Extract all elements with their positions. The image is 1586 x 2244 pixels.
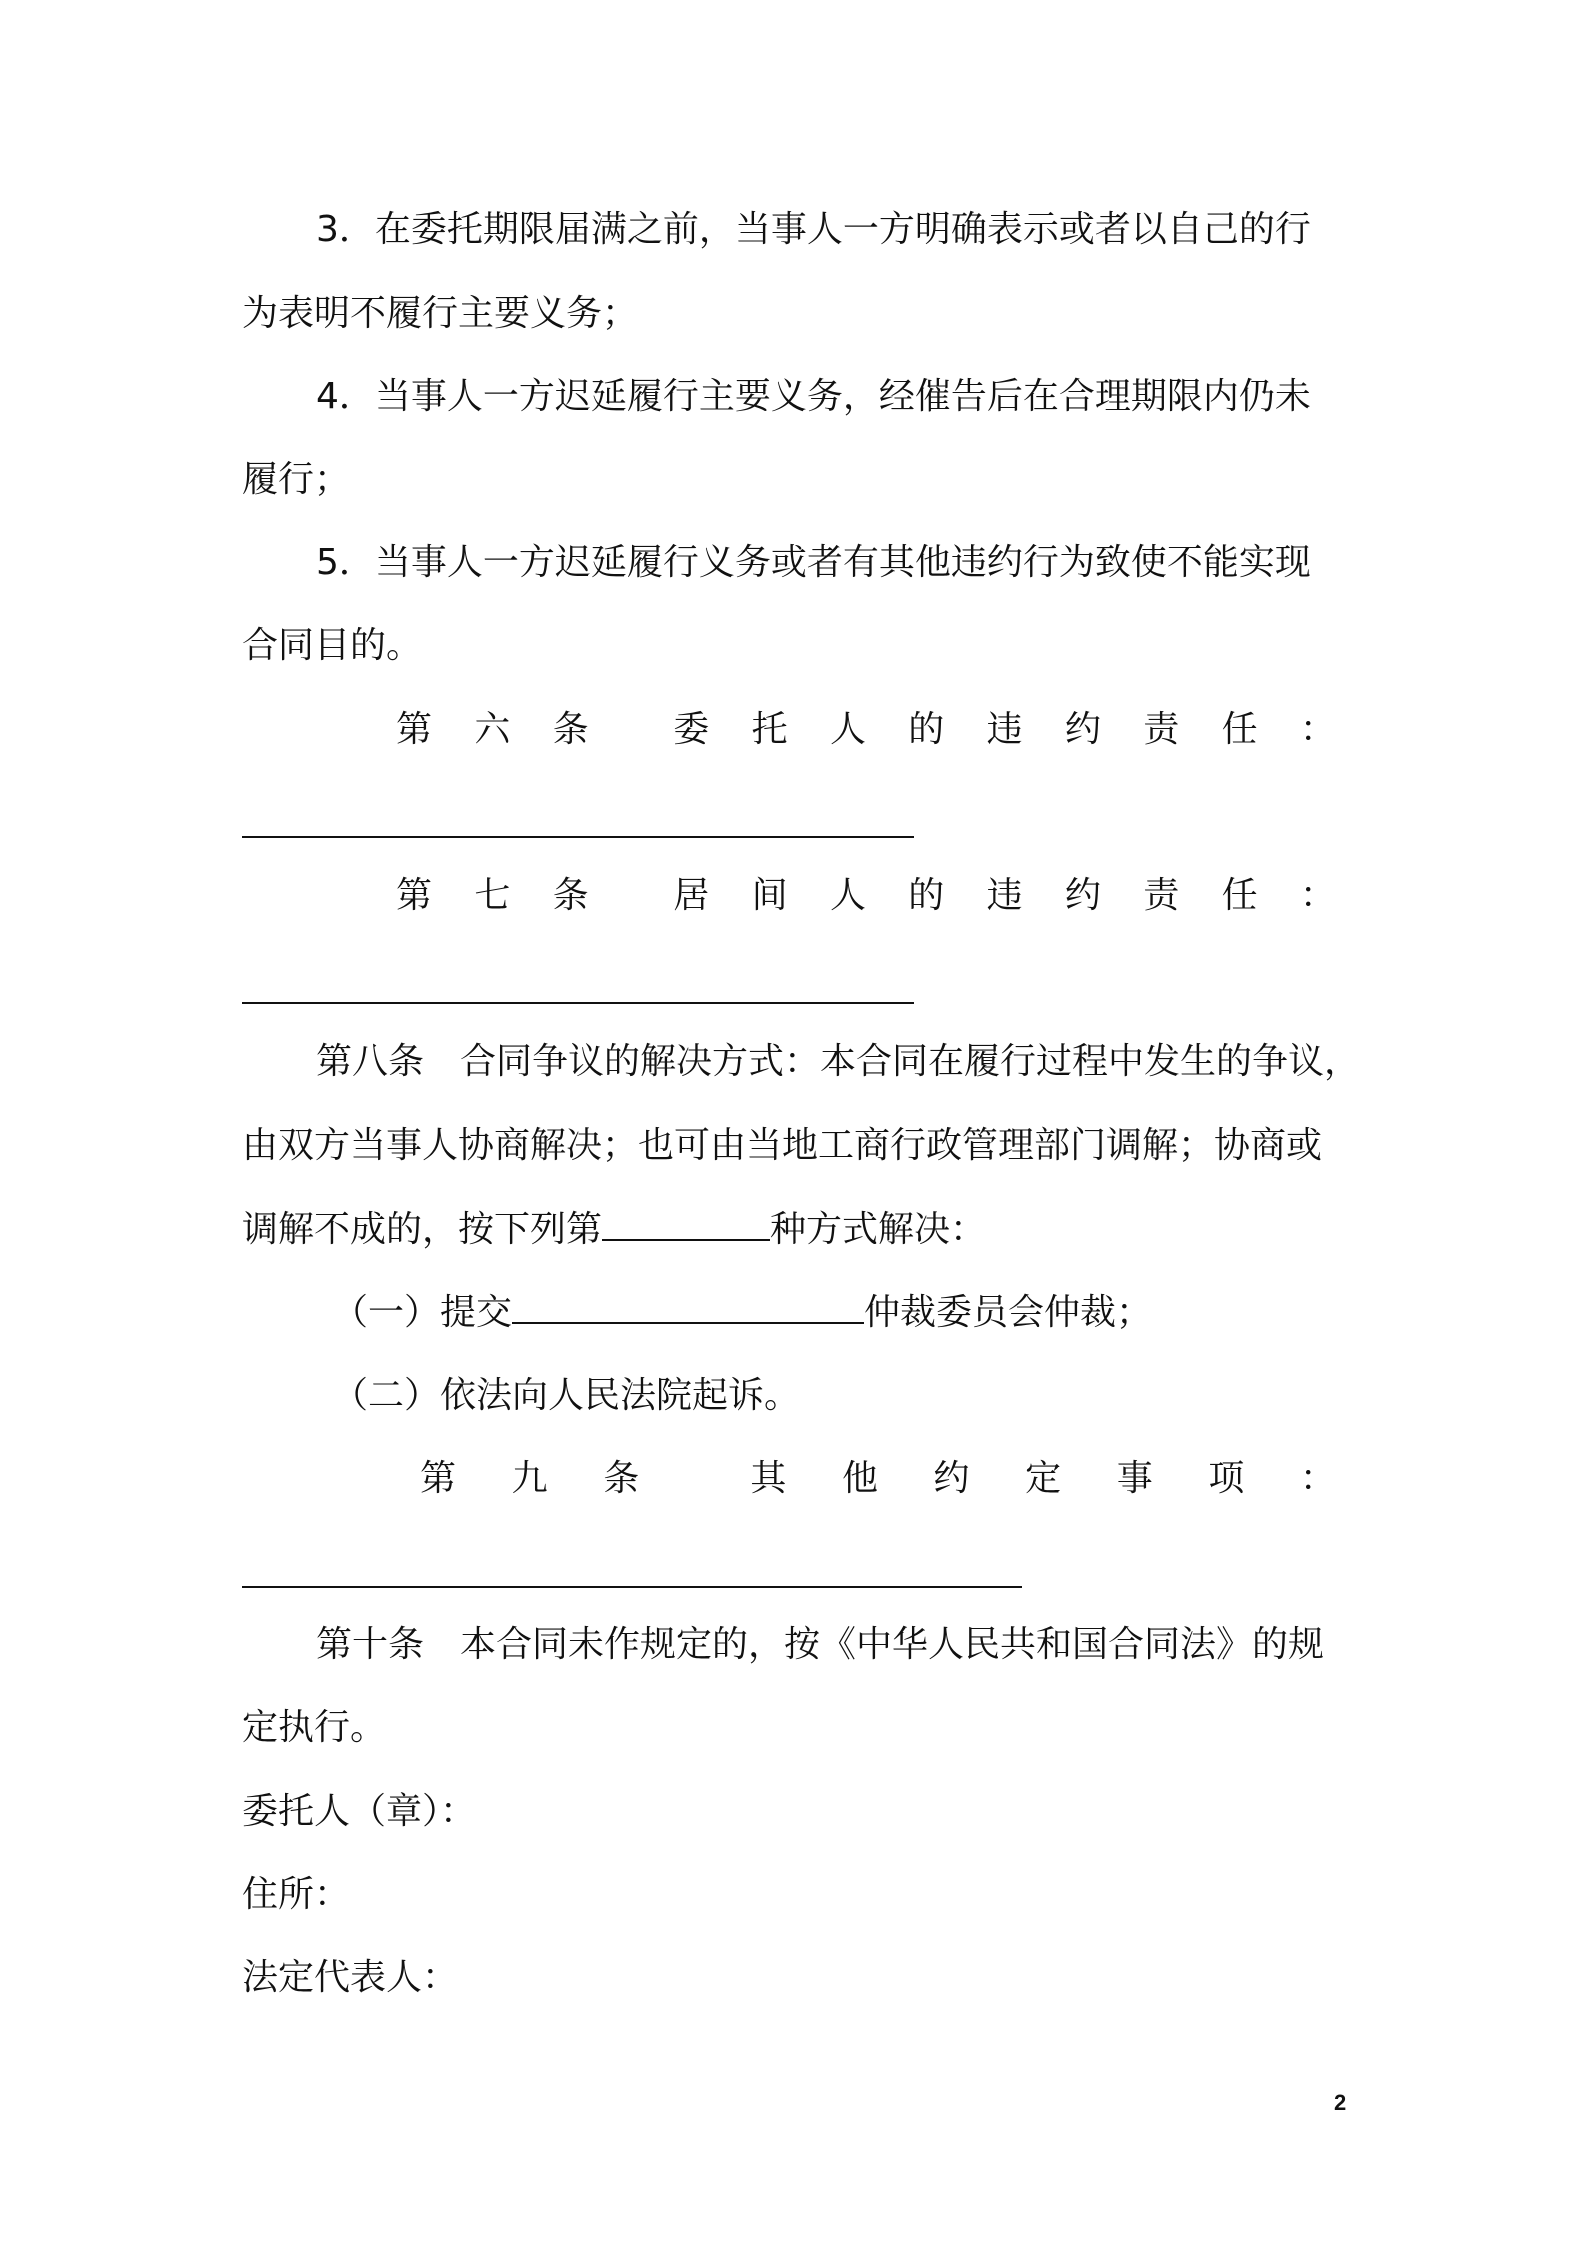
article8-line2: 由双方当事人协商解决；也可由当地工商行政管理部门调解；协商或	[242, 1125, 1323, 1166]
legal-representative-label: 法定代表人：	[242, 1957, 459, 1998]
item3-line2: 为表明不履行主要义务；	[242, 293, 639, 334]
article8-option2: （二）依法向人民法院起诉。	[332, 1375, 801, 1416]
article6-char: 责	[1143, 709, 1180, 750]
article9-char: 定	[1025, 1458, 1062, 1499]
article7-heading	[396, 874, 1336, 918]
article8-line1: 第八条 合同争议的解决方式：本合同在履行过程中发生的争议，	[316, 1041, 1361, 1082]
article7-char: 间	[751, 875, 788, 916]
article9-char: 九	[511, 1458, 548, 1499]
article9-char: 其	[750, 1458, 787, 1499]
page-number: 2	[1334, 2090, 1347, 2115]
article7-char: 约	[1064, 875, 1101, 916]
article7-char: ：	[1299, 875, 1336, 916]
article8-line3	[242, 1207, 986, 1252]
item3-line1: 3．在委托期限届满之前，当事人一方明确表示或者以自己的行	[316, 209, 1311, 250]
article10-line2: 定执行。	[242, 1707, 387, 1748]
article9-char: 第	[420, 1458, 457, 1499]
article9-char: ：	[1299, 1458, 1336, 1499]
article6-char: 约	[1064, 709, 1101, 750]
article6-char: 六	[474, 709, 511, 750]
article6-char: ：	[1299, 709, 1336, 750]
address-label: 住所：	[242, 1874, 351, 1915]
article6-char: 人	[829, 709, 866, 750]
article7-char: 第	[396, 875, 433, 916]
article6-char: 的	[908, 709, 945, 750]
arbitration-committee-blank	[512, 1290, 864, 1324]
article6-char: 条	[552, 709, 589, 750]
article7-char: 居	[673, 875, 710, 916]
article6-fill-line	[242, 836, 914, 838]
item5-line2: 合同目的。	[242, 625, 423, 666]
item5-line1: 5．当事人一方迟延履行义务或者有其他违约行为致使不能实现	[316, 542, 1311, 583]
article9-char: 他	[841, 1458, 878, 1499]
method-number-blank	[602, 1207, 770, 1241]
article6-char: 委	[673, 709, 710, 750]
article6-char: 违	[986, 709, 1023, 750]
article7-char: 任	[1221, 875, 1258, 916]
article10-line1: 第十条 本合同未作规定的，按《中华人民共和国合同法》的规	[316, 1624, 1325, 1665]
article8-line3-suffix: 种方式解决：	[770, 1209, 987, 1250]
article9-char: 项	[1208, 1458, 1245, 1499]
article9-char: 约	[933, 1458, 970, 1499]
article8-line3-prefix: 调解不成的，按下列第	[242, 1209, 603, 1250]
client-seal-label: 委托人（章）：	[242, 1791, 477, 1832]
item4-line2: 履行；	[242, 459, 351, 500]
article6-char: 第	[396, 709, 433, 750]
article9-char: 事	[1116, 1458, 1153, 1499]
article6-char: 托	[751, 709, 788, 750]
article7-char: 违	[986, 875, 1023, 916]
article7-char: 的	[908, 875, 945, 916]
article9-fill-line	[242, 1586, 1022, 1588]
article9-heading	[420, 1457, 1336, 1501]
article7-char: 责	[1143, 875, 1180, 916]
article6-char: 任	[1221, 709, 1258, 750]
article7-char: 条	[552, 875, 589, 916]
article7-char: 七	[474, 875, 511, 916]
option1-prefix: （一）提交	[332, 1292, 513, 1333]
option1-suffix: 仲裁委员会仲裁；	[864, 1292, 1153, 1333]
article9-char: 条	[603, 1458, 640, 1499]
item4-line1: 4．当事人一方迟延履行主要义务，经催告后在合理期限内仍未	[316, 376, 1311, 417]
article7-char: 人	[829, 875, 866, 916]
article6-heading	[396, 708, 1336, 752]
article7-fill-line	[242, 1002, 914, 1004]
article8-option1	[332, 1290, 1152, 1335]
